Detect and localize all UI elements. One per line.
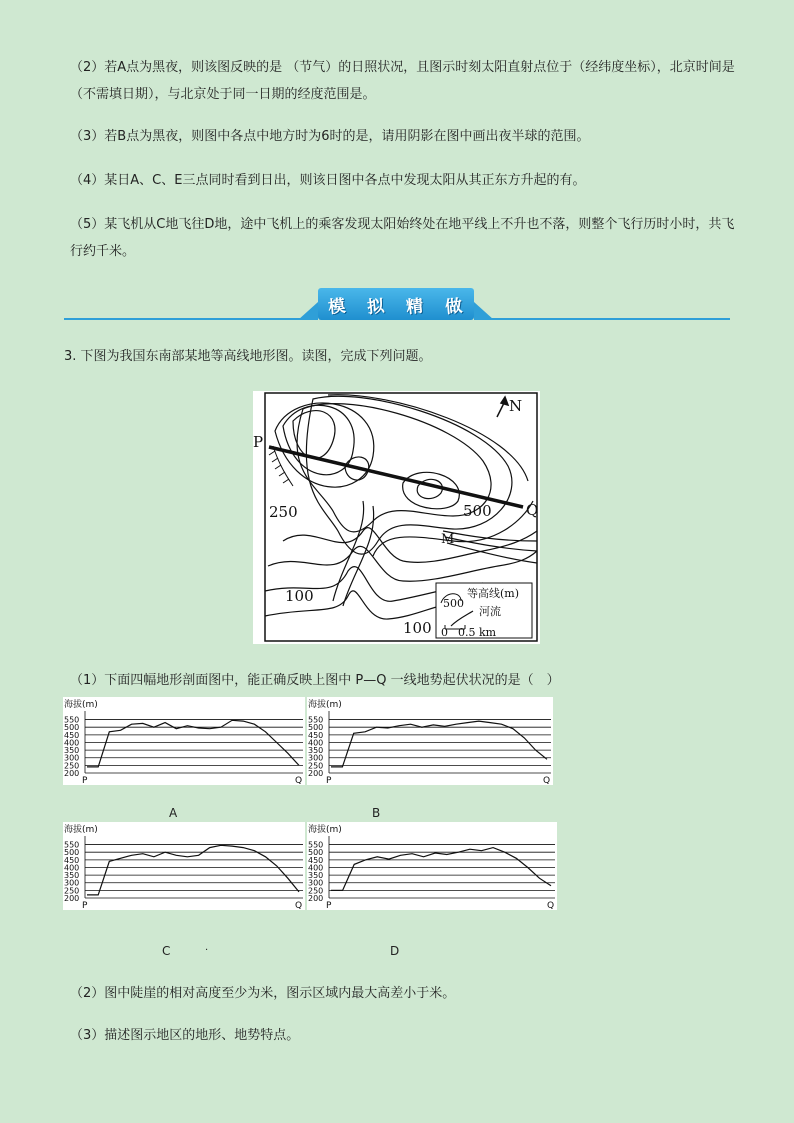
contour-map [253,391,540,644]
chart-tick-label: 550 [64,840,80,850]
chart-ylabel: 海拔(m) [308,825,342,835]
chart-background [63,697,305,785]
contour-map-svg [253,391,540,644]
chart-letter-b: B [372,806,381,820]
chart-tick-label: 350 [308,746,324,756]
chart-tick-label: 250 [308,761,324,771]
chart-tick-label: 500 [64,723,80,733]
profile-chart-b [307,697,553,789]
chart-tick-label: 400 [308,738,324,748]
sub-question-2: （2）图中陡崖的相对高度至少为米，图示区域内最大高差小于米。 [70,986,456,1001]
section-banner [318,288,474,320]
banner-char-1: 模 [327,295,349,318]
chart-tick-label: 400 [308,863,324,873]
chart-tick-label: 250 [64,886,80,896]
chart-tick-label: 500 [64,848,80,858]
map-point-q: Q [526,501,539,519]
banner-char-2: 拟 [366,295,388,318]
profile-chart-c [63,822,305,914]
legend-river-label: 河流 [479,605,501,618]
legend-contour-value: 500 [443,597,464,610]
chart-tick-label: 250 [308,886,324,896]
banner-char-4: 做 [444,295,466,318]
sub-question-3: （3）描述图示地区的地形、地势特点。 [70,1028,300,1043]
banner-line-right [482,318,730,320]
chart-ylabel: 海拔(m) [64,825,98,835]
chart-tick-label: 200 [64,769,80,778]
chart-tick-label: 400 [64,863,80,873]
chart-tick-label: 250 [64,761,80,771]
chart-x-end-label: Q [295,901,303,910]
chart-x-end-label: Q [547,901,555,910]
question-5: （5）某飞机从C地飞往D地，途中飞机上的乘客发现太阳始终处在地平线上不升也不落，则整个飞行历时小时，共飞行约千米。 [70,217,735,259]
map-point-m: M [441,532,455,547]
chart-x-start-label: P [82,901,88,910]
legend-scale-value: 0.5 km [458,626,497,639]
sub-question-1: （1）下面四幅地形剖面图中，能正确反映上图中 P—Q 一线地势起伏状况的是（ ） [70,673,560,688]
chart-tick-label: 200 [308,894,324,903]
map-label-500: 500 [463,502,492,520]
legend-scale-zero: 0 [441,626,448,639]
chart-letter-a: A [169,806,178,820]
chart-tick-label: 500 [308,848,324,858]
chart-background [307,697,553,785]
chart-letter-d: D [390,944,400,958]
question-3: （3）若B点为黑夜，则图中各点中地方时为6时的是，请用阴影在图中画出夜半球的范围。 [70,129,590,144]
chart-background [63,822,305,910]
chart-tick-label: 450 [308,730,324,740]
chart-tick-label: 300 [308,878,324,888]
chart-tick-label: 500 [308,723,324,733]
map-label-100-b: 100 [403,619,432,637]
chart-x-start-label: P [82,776,88,785]
banner-triangle-right [474,302,494,320]
stray-dot: . [205,942,209,953]
map-label-100-a: 100 [285,587,314,605]
banner-char-3: 精 [405,295,427,318]
chart-tick-label: 300 [308,753,324,763]
chart-x-end-label: Q [543,776,551,785]
map-label-250: 250 [269,503,298,521]
chart-tick-label: 200 [308,769,324,778]
banner-triangle-left [298,302,318,320]
legend-contour-label: 等高线(m) [467,587,520,600]
chart-x-start-label: P [326,776,332,785]
chart-tick-label: 550 [308,715,324,725]
chart-tick-label: 400 [64,738,80,748]
map-point-p: P [253,433,264,451]
chart-tick-label: 200 [64,894,80,903]
map-north-label: N [509,397,523,415]
chart-tick-label: 300 [64,878,80,888]
chart-tick-label: 450 [64,730,80,740]
chart-tick-label: 350 [64,746,80,756]
chart-ylabel: 海拔(m) [64,700,98,710]
chart-tick-label: 300 [64,753,80,763]
chart-letter-c: C [162,944,171,958]
banner-line-left [64,318,310,320]
chart-background [307,822,557,910]
chart-tick-label: 350 [64,871,80,881]
chart-tick-label: 550 [64,715,80,725]
chart-tick-label: 550 [308,840,324,850]
profile-chart-a [63,697,305,789]
chart-x-end-label: Q [295,776,303,785]
chart-tick-label: 450 [64,855,80,865]
question-2: （2）若A点为黑夜，则该图反映的是 （节气）的日照状况，且图示时刻太阳直射点位于（经纬度坐标），北京时间是（不需填日期），与北京处于同一日期的经度范围是。 [70,60,735,102]
chart-ylabel: 海拔(m) [308,700,342,710]
profile-chart-d [307,822,557,914]
chart-tick-label: 450 [308,855,324,865]
chart-x-start-label: P [326,901,332,910]
chart-tick-label: 350 [308,871,324,881]
question-4: （4）某日A、C、E三点同时看到日出，则该日图中各点中发现太阳从其正东方升起的有。 [70,173,586,188]
problem-3-intro: 3. 下图为我国东南部某地等高线地形图。读图，完成下列问题。 [64,349,432,364]
